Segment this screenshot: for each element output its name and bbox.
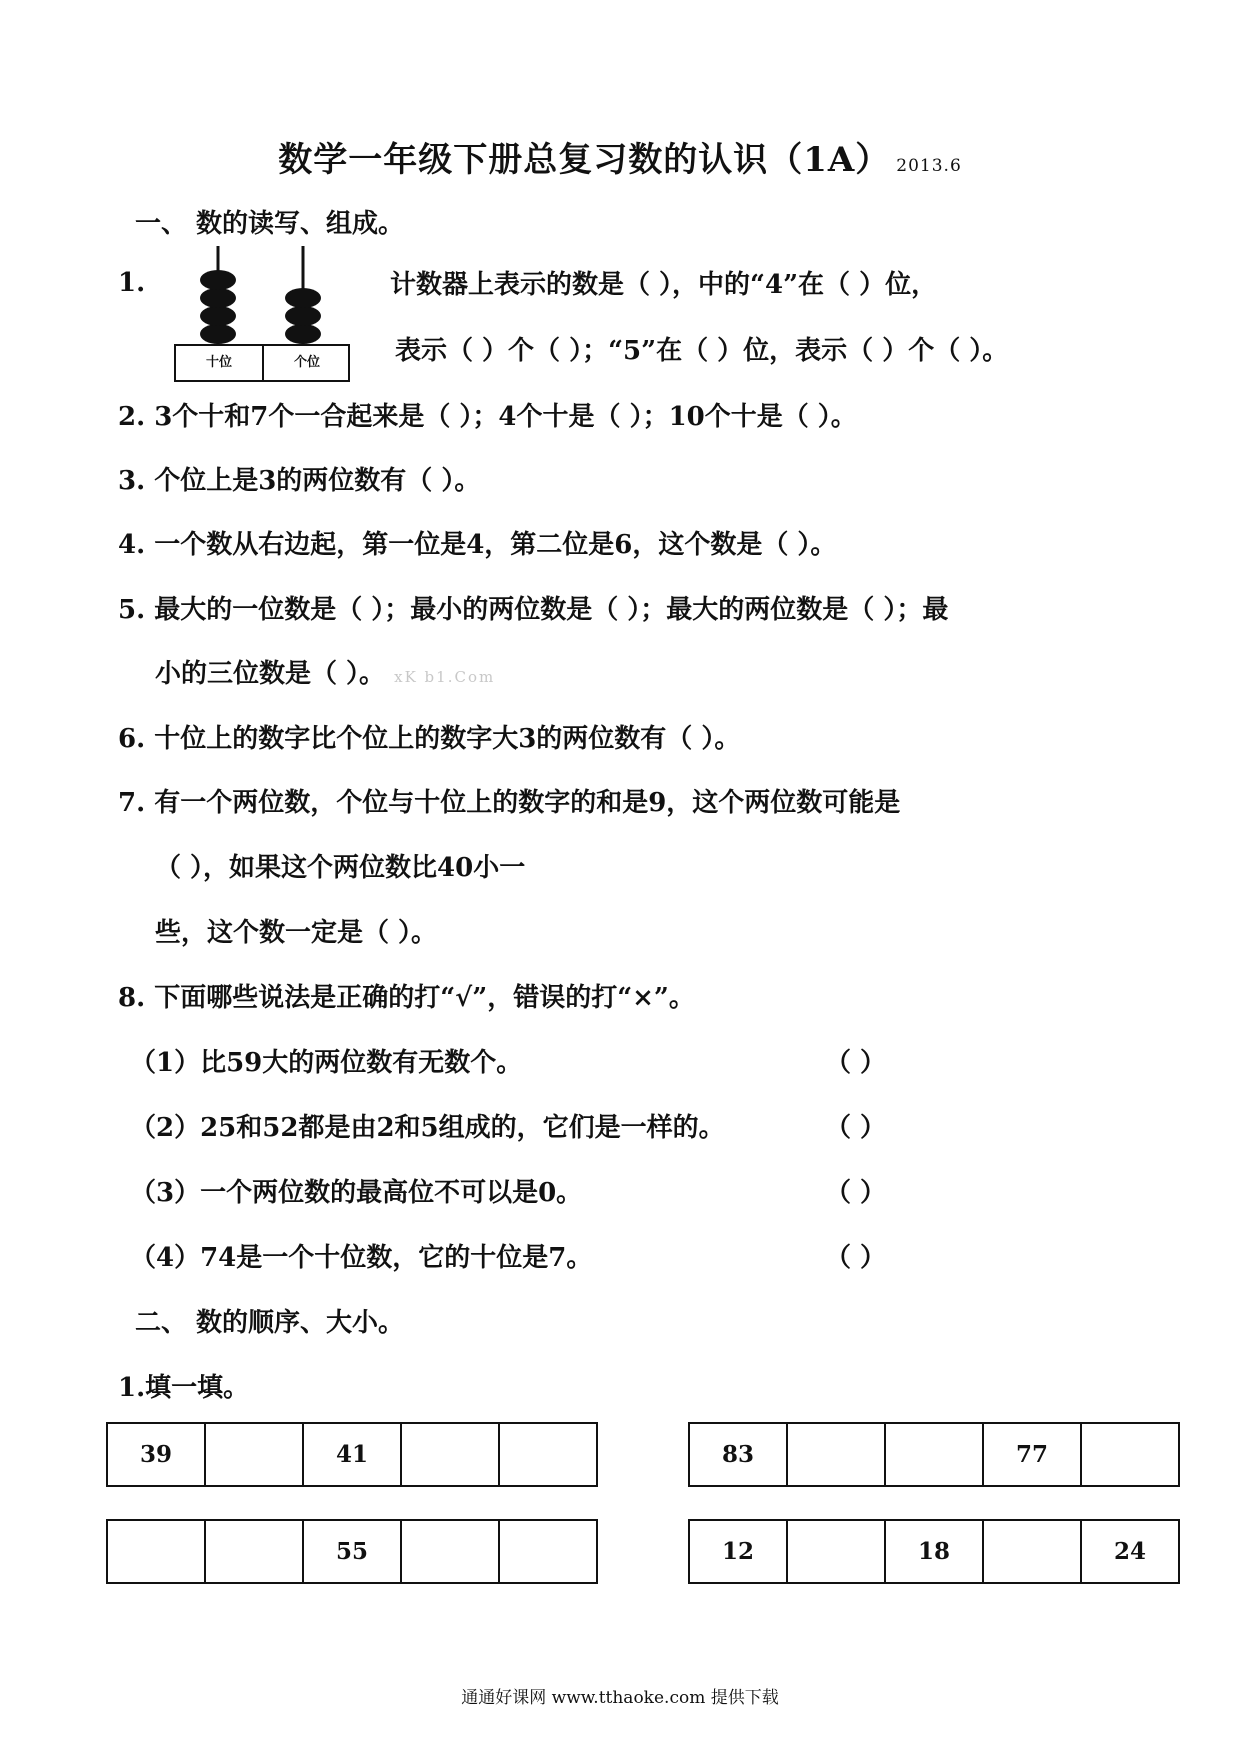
watermark-text: xK b1.Com bbox=[394, 668, 496, 686]
q8-item-4-blank: （ ） bbox=[825, 1243, 887, 1273]
q1-number: 1. bbox=[118, 268, 146, 298]
q3: 3. 个位上是3的两位数有（ ）。 bbox=[118, 466, 481, 496]
table-cell[interactable]: 18 bbox=[885, 1520, 983, 1583]
abacus-bead bbox=[200, 306, 236, 326]
abacus-bead bbox=[200, 324, 236, 344]
abacus-bead bbox=[200, 288, 236, 308]
section-heading-1: 一、 数的读写、组成。 bbox=[135, 209, 405, 239]
abacus-bead bbox=[285, 324, 321, 344]
q1-line1: 计数器上表示的数是（ ），中的“4”在（ ）位， bbox=[390, 270, 938, 300]
table-cell[interactable] bbox=[205, 1520, 303, 1583]
abacus-bead bbox=[285, 288, 321, 308]
title-text: 数学一年级下册总复习数的认识（1A） bbox=[278, 140, 891, 180]
abacus-tens-label: 十位 bbox=[176, 346, 264, 380]
table-cell[interactable] bbox=[401, 1520, 499, 1583]
table-cell[interactable] bbox=[787, 1520, 885, 1583]
abacus-bead bbox=[200, 270, 236, 290]
table-cell[interactable] bbox=[787, 1423, 885, 1486]
title-date: 2013.6 bbox=[896, 156, 962, 176]
q7-line3: 些，这个数一定是（ ）。 bbox=[155, 918, 438, 948]
abacus-ones-label: 个位 bbox=[293, 355, 320, 370]
table-cell[interactable] bbox=[499, 1423, 597, 1486]
q8-item-3-blank: （ ） bbox=[825, 1178, 887, 1208]
number-table-3 bbox=[106, 1519, 598, 1584]
q8-item-1-blank: （ ） bbox=[825, 1048, 887, 1078]
table-cell[interactable] bbox=[885, 1423, 983, 1486]
table-cell[interactable]: 55 bbox=[303, 1520, 401, 1583]
section-heading-2: 二、 数的顺序、大小。 bbox=[135, 1308, 405, 1338]
q8-item-2-blank: （ ） bbox=[825, 1113, 887, 1143]
table-cell[interactable]: 41 bbox=[303, 1423, 401, 1486]
table-cell[interactable]: 77 bbox=[983, 1423, 1081, 1486]
q8-stem: 8. 下面哪些说法是正确的打“√”，错误的打“×”。 bbox=[118, 983, 695, 1013]
fill-label: 1.填一填。 bbox=[118, 1373, 250, 1403]
table-cell[interactable]: 12 bbox=[689, 1520, 787, 1583]
footer-text: 通通好课网 www.tthaoke.com 提供下载 bbox=[461, 1688, 779, 1708]
table-cell[interactable]: 83 bbox=[689, 1423, 787, 1486]
table-cell[interactable] bbox=[107, 1520, 205, 1583]
abacus-base bbox=[174, 344, 350, 382]
q5-line2-text: 小的三位数是（ ）。 bbox=[155, 659, 386, 689]
table-cell[interactable] bbox=[499, 1520, 597, 1583]
table-cell[interactable] bbox=[205, 1423, 303, 1486]
q7-line2: （ ），如果这个两位数比40小一 bbox=[155, 853, 526, 883]
abacus-bead bbox=[285, 306, 321, 326]
table-cell[interactable]: 24 bbox=[1081, 1520, 1179, 1583]
table-cell[interactable] bbox=[983, 1520, 1081, 1583]
q1-line2: 表示（ ）个（ ）；“5”在（ ）位，表示（ ）个（ ）。 bbox=[395, 336, 1009, 366]
q7-line1: 7. 有一个两位数，个位与十位上的数字的和是9，这个两位数可能是 bbox=[118, 788, 901, 818]
q4: 4. 一个数从右边起，第一位是4，第二位是6，这个数是（ ）。 bbox=[118, 530, 837, 560]
abacus-icon bbox=[170, 246, 360, 346]
number-table-4 bbox=[688, 1519, 1180, 1584]
q8-item-3: （3）一个两位数的最高位不可以是0。 bbox=[130, 1178, 583, 1208]
q8-item-2: （2）25和52都是由2和5组成的，它们是一样的。 bbox=[130, 1113, 725, 1143]
q8-item-1: （1）比59大的两位数有无数个。 bbox=[130, 1048, 523, 1078]
table-cell[interactable] bbox=[1081, 1423, 1179, 1486]
q5-line1: 5. 最大的一位数是（ ）；最小的两位数是（ ）；最大的两位数是（ ）；最 bbox=[118, 595, 949, 625]
q2: 2. 3个十和7个一合起来是（ ）；4个十是（ ）；10个十是（ ）。 bbox=[118, 402, 857, 432]
page-title bbox=[0, 132, 1240, 181]
table-cell[interactable] bbox=[401, 1423, 499, 1486]
q5-line2 bbox=[155, 653, 495, 690]
q6: 6. 十位上的数字比个位上的数字大3的两位数有（ ）。 bbox=[118, 724, 741, 754]
number-table-2 bbox=[688, 1422, 1180, 1487]
number-table-1 bbox=[106, 1422, 598, 1487]
table-cell[interactable]: 39 bbox=[107, 1423, 205, 1486]
q8-item-4: （4）74是一个十位数，它的十位是7。 bbox=[130, 1243, 593, 1273]
